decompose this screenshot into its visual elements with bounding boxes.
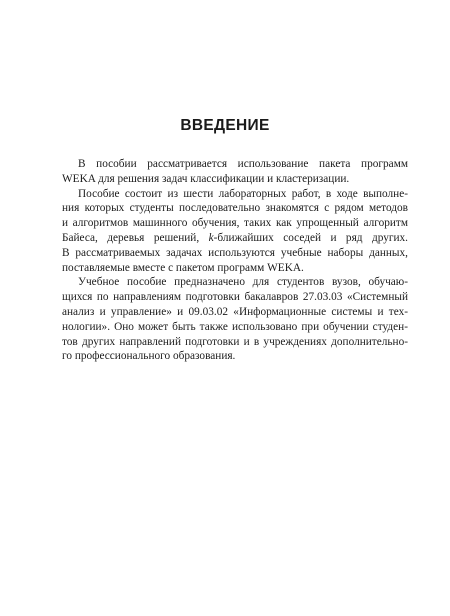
page-title: ВВЕДЕНИЕ xyxy=(180,117,270,134)
italic-k: k xyxy=(208,231,214,244)
paragraph-2 xyxy=(62,187,408,276)
body-text xyxy=(62,157,408,364)
text-line: тов других направлений подготовки и в учреждениях дополнительно- xyxy=(62,335,408,348)
paragraph-3 xyxy=(62,275,408,364)
text-line: щихся по направлениям подготовки бакалавров 27.03.03 «Системный xyxy=(62,291,408,304)
text-line: ния которых студенты последовательно знакомятся с рядом методов xyxy=(62,202,408,215)
text-fragment: -ближайших соседей и ряд других. xyxy=(213,231,409,244)
text-line: и алгоритмов машинного обучения, таких как упрощенный алгоритм xyxy=(62,217,408,230)
text-line: нологии». Оно может быть также использовано при обучении студен- xyxy=(62,320,408,333)
text-line: го профессионального образования. xyxy=(62,350,236,363)
text-line: Пособие состоит из шести лабораторных работ, в ходе выполне- xyxy=(78,187,408,200)
paragraph-1 xyxy=(62,157,408,187)
text-line: анализ и управление» и 09.03.02 «Информационные системы и тех- xyxy=(62,305,408,318)
text-line: В рассматриваемых задачах используются учебные наборы данных, xyxy=(62,246,408,259)
text-line: поставляемые вместе с пакетом программ WEKA. xyxy=(62,261,304,274)
text-line: В пособии рассматривается использование пакета программ xyxy=(78,158,408,170)
text-line xyxy=(62,231,408,246)
text-line: Учебное пособие предназначено для студентов вузов, обучаю- xyxy=(78,276,408,289)
text-fragment: Байеса, деревья решений, xyxy=(62,231,209,244)
text-line: WEKA для решения задач классификации и кластеризации. xyxy=(62,172,350,185)
